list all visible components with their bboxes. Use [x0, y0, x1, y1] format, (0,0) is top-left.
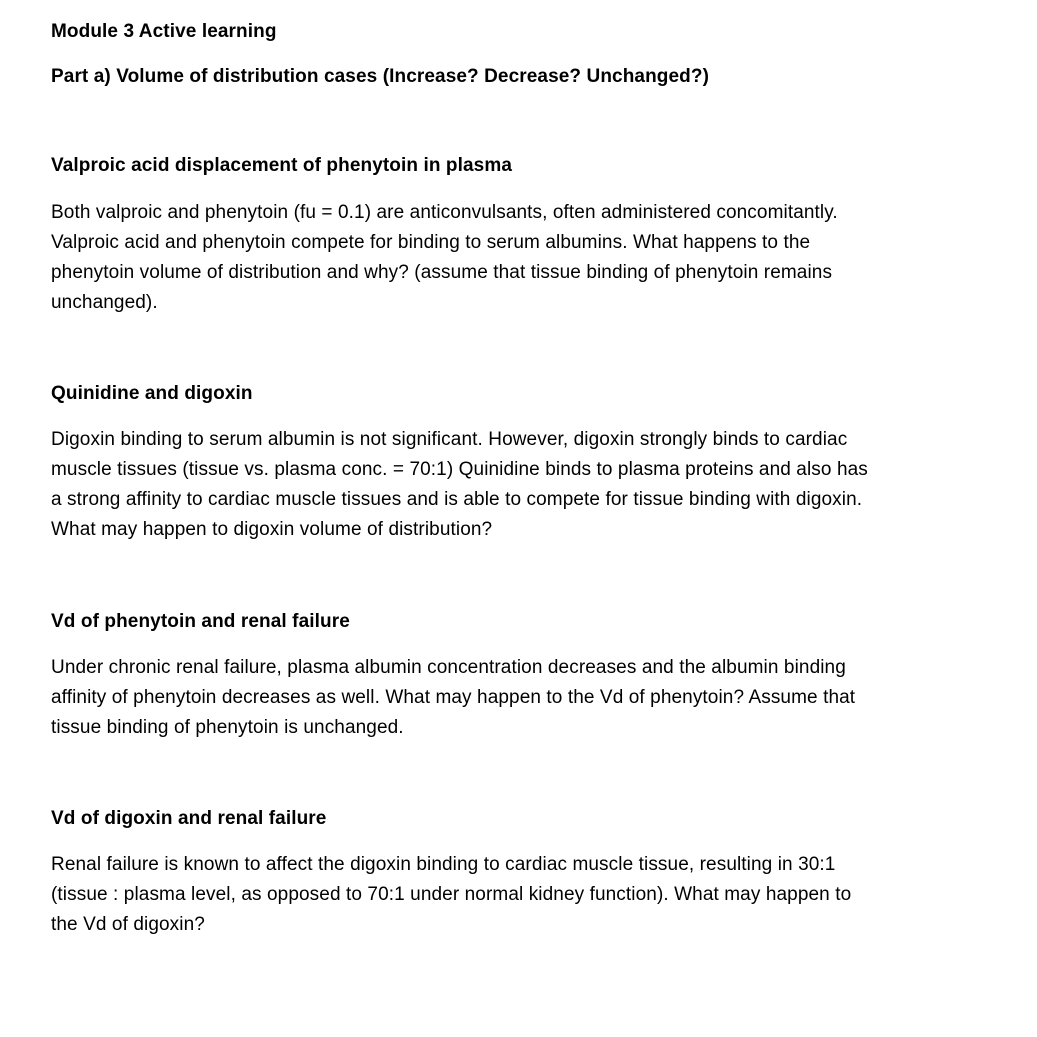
body-line: Digoxin binding to serum albumin is not significant. However, digoxin strongly binds to cardiac: [51, 429, 848, 450]
body-line: Valproic acid and phenytoin compete for binding to serum albumins. What happens to the: [51, 232, 811, 253]
body-line: muscle tissues (tissue vs. plasma conc. = 70:1) Quinidine binds to plasma proteins and also has: [51, 459, 868, 480]
section-heading-valproic: Valproic acid displacement of phenytoin in plasma: [51, 155, 513, 176]
module-title: Module 3 Active learning: [51, 21, 277, 42]
body-line: the Vd of digoxin?: [51, 914, 205, 935]
body-line: What may happen to digoxin volume of distribution?: [51, 519, 493, 540]
body-line: tissue binding of phenytoin is unchanged.: [51, 717, 404, 738]
body-line: Under chronic renal failure, plasma albumin concentration decreases and the albumin binding: [51, 657, 846, 678]
body-line: phenytoin volume of distribution and why? (assume that tissue binding of phenytoin remains: [51, 262, 833, 283]
section-body-digoxin-renal: [51, 850, 981, 940]
body-line: affinity of phenytoin decreases as well. What may happen to the Vd of phenytoin? Assume that: [51, 687, 856, 708]
section-heading-phenytoin-renal: Vd of phenytoin and renal failure: [51, 611, 350, 632]
section-body-quinidine: [51, 425, 981, 545]
body-line: Both valproic and phenytoin (fu = 0.1) are anticonvulsants, often administered concomitantly.: [51, 202, 838, 223]
part-heading: Part a) Volume of distribution cases (Increase? Decrease? Unchanged?): [51, 66, 710, 87]
body-line: unchanged).: [51, 292, 158, 313]
body-line: (tissue : plasma level, as opposed to 70:1 under normal kidney function). What may happen to: [51, 884, 852, 905]
body-line: Renal failure is known to affect the digoxin binding to cardiac muscle tissue, resulting in 30:1: [51, 854, 836, 875]
body-line: a strong affinity to cardiac muscle tissues and is able to compete for tissue binding with digoxin.: [51, 489, 863, 510]
section-body-valproic: [51, 198, 981, 318]
section-heading-quinidine: Quinidine and digoxin: [51, 383, 253, 404]
section-body-phenytoin-renal: [51, 653, 981, 743]
section-heading-digoxin-renal: Vd of digoxin and renal failure: [51, 808, 327, 829]
